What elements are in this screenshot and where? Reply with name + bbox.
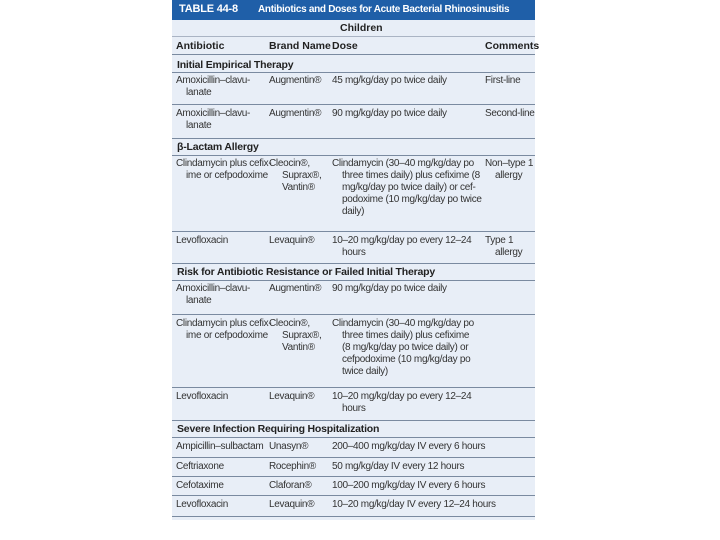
cell-line: Levofloxacin bbox=[176, 235, 228, 246]
cell-line: podoxime (10 mg/kg/day po twice bbox=[342, 194, 482, 205]
cell-brand bbox=[269, 480, 311, 492]
cell-line: Levaquin® bbox=[269, 235, 315, 246]
cell-antibiotic bbox=[176, 75, 250, 99]
cell-antibiotic bbox=[176, 499, 228, 511]
row-divider bbox=[172, 495, 535, 496]
cell-line: Augmentin® bbox=[269, 108, 322, 119]
cell-line: 45 mg/kg/day po twice daily bbox=[332, 75, 447, 86]
cell-line: three times daily) plus cefixime bbox=[342, 330, 470, 341]
cell-line: Clindamycin (30–40 mg/kg/day po bbox=[332, 158, 474, 169]
section-title: β-Lactam Allergy bbox=[177, 141, 259, 153]
cell-line: hours bbox=[342, 247, 366, 258]
cell-line: Vantin® bbox=[282, 182, 315, 193]
cell-line: Suprax®, bbox=[282, 170, 322, 181]
cell-dose bbox=[332, 480, 485, 492]
cell-comments bbox=[485, 108, 535, 120]
cell-line: Non–type 1 bbox=[485, 158, 534, 169]
row-divider bbox=[172, 155, 535, 156]
cell-line: Clindamycin plus cefix- bbox=[176, 158, 272, 169]
cell-line: Cefotaxime bbox=[176, 480, 224, 491]
cell-brand bbox=[269, 318, 321, 354]
cell-line: hours bbox=[342, 403, 366, 414]
table-number: TABLE 44-8 bbox=[179, 3, 238, 15]
row-divider bbox=[172, 72, 535, 73]
cell-antibiotic bbox=[176, 461, 224, 473]
cell-antibiotic bbox=[176, 318, 271, 342]
cell-dose bbox=[332, 499, 496, 511]
cell-brand bbox=[269, 461, 316, 473]
cell-line: Clindamycin plus cefix- bbox=[176, 318, 272, 329]
cell-line: Amoxicillin–clavu- bbox=[176, 75, 251, 86]
row-divider bbox=[172, 54, 535, 55]
cell-line: 10–20 mg/kg/day po every 12–24 bbox=[332, 391, 472, 402]
cell-line: 100–200 mg/kg/day IV every 6 hours bbox=[332, 480, 486, 491]
cell-line: ime or cefpodoxime bbox=[186, 330, 268, 341]
cell-line: mg/kg/day po twice daily) or cef- bbox=[342, 182, 476, 193]
cell-line: First-line bbox=[485, 75, 521, 86]
cell-brand bbox=[269, 235, 314, 247]
cell-line: ime or cefpodoxime bbox=[186, 170, 268, 181]
cell-line: 90 mg/kg/day po twice daily bbox=[332, 108, 447, 119]
cell-line: allergy bbox=[495, 247, 523, 258]
cell-line: Levaquin® bbox=[269, 499, 315, 510]
cell-brand bbox=[269, 391, 314, 403]
row-divider bbox=[172, 516, 535, 517]
cell-line: lanate bbox=[186, 295, 212, 306]
row-divider bbox=[172, 476, 535, 477]
cell-line: 10–20 mg/kg/day po every 12–24 bbox=[332, 235, 472, 246]
row-divider bbox=[172, 420, 535, 421]
cell-brand bbox=[269, 108, 321, 120]
col-header-dose: Dose bbox=[332, 40, 358, 52]
cell-line: Amoxicillin–clavu- bbox=[176, 283, 251, 294]
cell-line: Claforan® bbox=[269, 480, 312, 491]
cell-line: Amoxicillin–clavu- bbox=[176, 108, 251, 119]
cell-line: Clindamycin (30–40 mg/kg/day po bbox=[332, 318, 474, 329]
cell-line: (8 mg/kg/day po twice daily) or bbox=[342, 342, 469, 353]
cell-line: twice daily) bbox=[342, 366, 388, 377]
cell-line: Vantin® bbox=[282, 342, 315, 353]
row-divider bbox=[172, 387, 535, 388]
cell-comments bbox=[485, 158, 533, 182]
cell-line: Levaquin® bbox=[269, 391, 315, 402]
cell-antibiotic bbox=[176, 391, 228, 403]
row-divider bbox=[172, 280, 535, 281]
cell-brand bbox=[269, 158, 321, 194]
cell-line: 50 mg/kg/day IV every 12 hours bbox=[332, 461, 465, 472]
row-divider bbox=[172, 138, 535, 139]
cell-dose bbox=[332, 235, 471, 259]
cell-brand bbox=[269, 283, 321, 295]
cell-line: three times daily) plus cefixime (8 bbox=[342, 170, 480, 181]
cell-line: Augmentin® bbox=[269, 75, 322, 86]
col-header-comments: Comments bbox=[485, 40, 540, 52]
cell-dose bbox=[332, 108, 447, 120]
cell-comments bbox=[485, 235, 522, 259]
cell-line: Suprax®, bbox=[282, 330, 322, 341]
cell-antibiotic bbox=[176, 158, 271, 182]
cell-comments bbox=[485, 75, 520, 87]
cell-dose bbox=[332, 318, 474, 378]
cell-line: Second-line bbox=[485, 108, 535, 119]
cell-dose bbox=[332, 391, 471, 415]
cell-line: lanate bbox=[186, 120, 212, 131]
cell-antibiotic bbox=[176, 441, 263, 453]
cell-line: Levofloxacin bbox=[176, 391, 228, 402]
cell-antibiotic bbox=[176, 480, 224, 492]
cell-line: Cleocin®, bbox=[269, 158, 310, 169]
cell-antibiotic bbox=[176, 283, 250, 307]
cell-dose bbox=[332, 441, 485, 453]
row-divider bbox=[172, 36, 535, 37]
cell-antibiotic bbox=[176, 108, 250, 132]
section-title: Risk for Antibiotic Resistance or Failed Initial Therapy bbox=[177, 266, 435, 278]
cell-dose bbox=[332, 283, 447, 295]
row-divider bbox=[172, 231, 535, 232]
cell-line: Ampicillin–sulbactam bbox=[176, 441, 264, 452]
cell-line: Cleocin®, bbox=[269, 318, 310, 329]
row-divider bbox=[172, 314, 535, 315]
section-title: Initial Empirical Therapy bbox=[177, 59, 294, 71]
cell-line: allergy bbox=[495, 170, 523, 181]
cell-antibiotic bbox=[176, 235, 228, 247]
cell-brand bbox=[269, 499, 314, 511]
children-group-header: Children bbox=[340, 22, 383, 34]
cell-line: Type 1 bbox=[485, 235, 514, 246]
table-title-bar bbox=[172, 0, 535, 20]
cell-line: Augmentin® bbox=[269, 283, 322, 294]
cell-line: cefpodoxime (10 mg/kg/day po bbox=[342, 354, 471, 365]
cell-line: Rocephin® bbox=[269, 461, 316, 472]
section-title: Severe Infection Requiring Hospitalization bbox=[177, 423, 380, 435]
antibiotics-table bbox=[172, 0, 540, 520]
cell-line: 90 mg/kg/day po twice daily bbox=[332, 283, 447, 294]
cell-line: 200–400 mg/kg/day IV every 6 hours bbox=[332, 441, 486, 452]
row-divider bbox=[172, 437, 535, 438]
cell-line: Ceftriaxone bbox=[176, 461, 224, 472]
cell-line: Levofloxacin bbox=[176, 499, 228, 510]
cell-line: lanate bbox=[186, 87, 212, 98]
cell-line: daily) bbox=[342, 206, 365, 217]
cell-line: 10–20 mg/kg/day IV every 12–24 hours bbox=[332, 499, 496, 510]
row-divider bbox=[172, 263, 535, 264]
table-title: Antibiotics and Doses for Acute Bacterial Rhinosinusitis bbox=[258, 4, 510, 15]
cell-dose bbox=[332, 158, 482, 218]
cell-dose bbox=[332, 461, 464, 473]
row-divider bbox=[172, 457, 535, 458]
cell-brand bbox=[269, 441, 308, 453]
cell-line: Unasyn® bbox=[269, 441, 309, 452]
cell-brand bbox=[269, 75, 321, 87]
row-divider bbox=[172, 104, 535, 105]
col-header-brand: Brand Name bbox=[269, 40, 331, 52]
cell-dose bbox=[332, 75, 447, 87]
col-header-antibiotic: Antibiotic bbox=[176, 40, 225, 52]
